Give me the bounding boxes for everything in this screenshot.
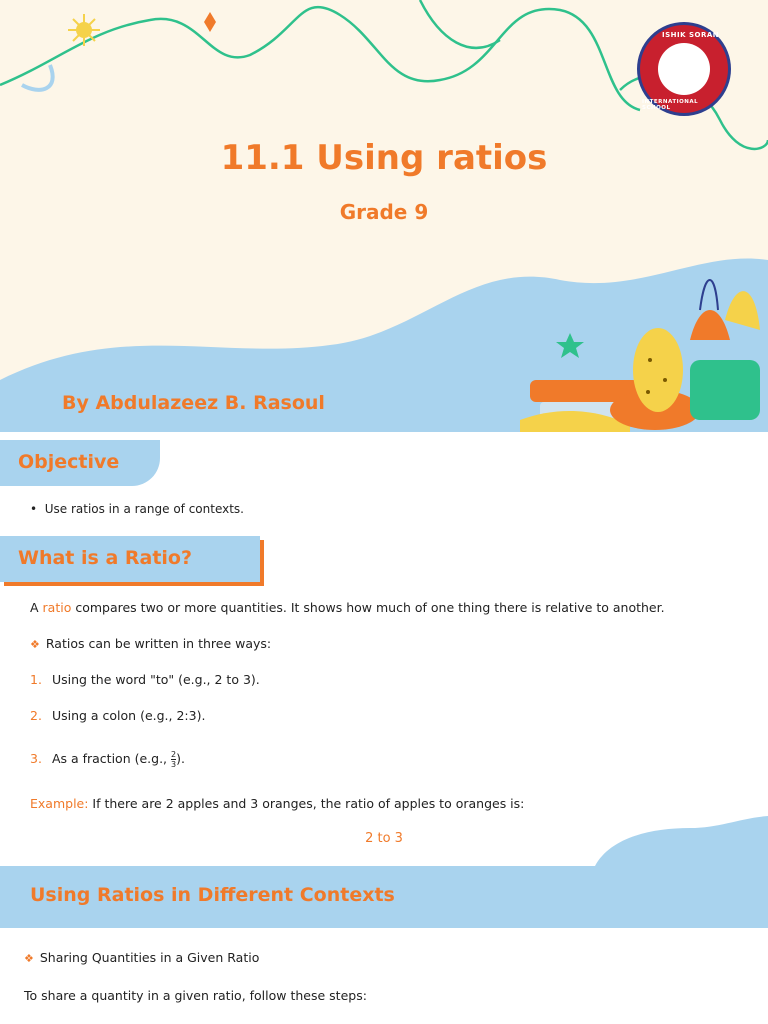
list-item-number: 2. [30,708,42,723]
example-label: Example: [30,796,89,811]
list-item [30,750,185,769]
list-item-text: Using the word "to" (e.g., 2 to 3). [51,672,260,687]
list-item [30,708,205,723]
fraction-numerator: 2 [171,750,177,759]
list-item-number: 3. [30,751,42,766]
definition-rest: compares two or more quantities. It shows how much of one thing there is relative to another. [71,600,665,615]
objective-bullet-text: Use ratios in a range of contexts. [44,502,244,516]
example-line [30,796,524,811]
contexts-subheading [24,950,259,965]
diamond-bullet-icon: ❖ [24,952,34,965]
school-logo [637,22,731,116]
definition-keyword: ratio [42,600,72,615]
slide-title: 11.1 Using ratios [220,138,548,178]
objective-bullet [30,502,244,516]
list-item-text: Using a colon (e.g., 2:3). [51,708,206,723]
list-item-text: As a fraction (e.g., [51,751,171,766]
bullet-icon: • [30,502,45,516]
grade-label: Grade 9 [339,200,429,224]
steps-intro: To share a quantity in a given ratio, follow these steps: [24,988,367,1003]
logo-tree-icon [658,43,710,95]
author-label: By Abdulazeez B. Rasoul [62,392,325,414]
definition-prefix: A [30,600,43,615]
ways-intro [30,636,271,651]
list-item [30,672,260,687]
list-item-text-end: ). [176,751,185,766]
contexts-subheading-text: Sharing Quantities in a Given Ratio [39,950,260,965]
ratio-heading: What is a Ratio? [0,536,260,582]
example-text: If there are 2 apples and 3 oranges, the ratio of apples to oranges is: [88,796,525,811]
logo-text-top: ISHIK SORAN [662,31,720,39]
sun-icon [68,14,100,46]
ratio-definition [30,600,665,615]
ratio-slide [0,528,768,866]
objective-slide [0,432,768,528]
list-item-number: 1. [30,672,42,687]
contexts-heading: Using Ratios in Different Contexts [30,884,395,906]
objective-heading: Objective [0,440,160,486]
example-answer: 2 to 3 [365,831,403,846]
title-slide [0,0,768,432]
logo-text-bottom: INTERNATIONAL SCHOOL [642,99,699,111]
contexts-slide [0,866,768,1024]
fraction-denominator: 3 [171,760,177,769]
diamond-bullet-icon: ❖ [30,638,40,651]
ways-intro-text: Ratios can be written in three ways: [45,636,272,651]
